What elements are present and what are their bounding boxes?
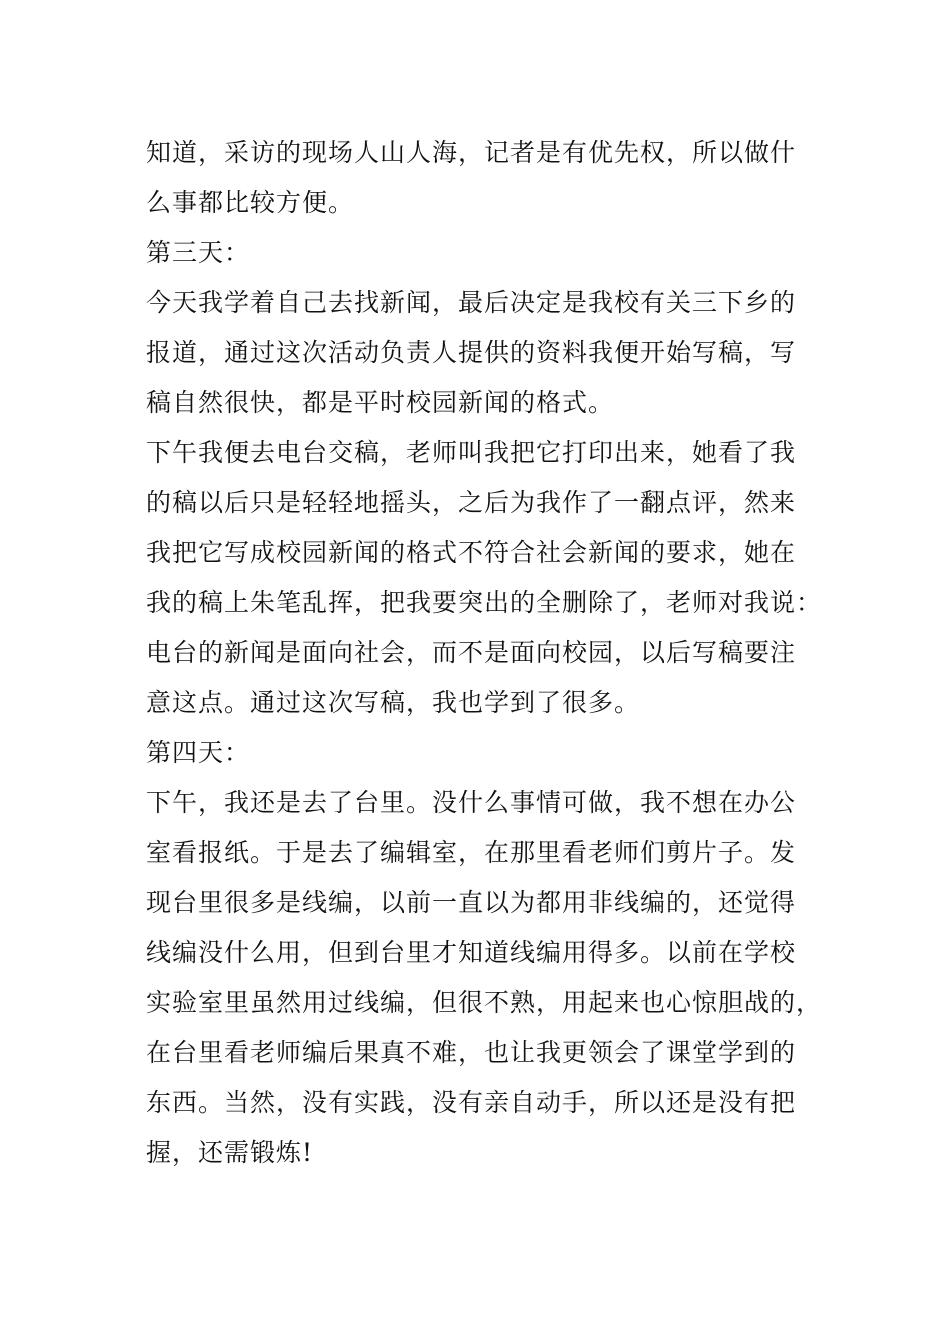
text-line: 我的稿上朱笔乱挥，把我要突出的全删除了，老师对我说： xyxy=(146,588,823,617)
text-line: 室看报纸。于是去了编辑室，在那里看老师们剪片子。发 xyxy=(146,838,797,867)
text-line: 下午，我还是去了台里。没什么事情可做，我不想在办公 xyxy=(146,788,797,817)
text-line: 线编没什么用，但到台里才知道线编用得多。以前在学校 xyxy=(146,938,797,967)
text-line: 实验室里虽然用过线编，但很不熟，用起来也心惊胆战的， xyxy=(146,988,823,1017)
text-line: 报道，通过这次活动负责人提供的资料我便开始写稿，写 xyxy=(146,338,797,367)
text-line: 在台里看老师编后果真不难，也让我更领会了课堂学到的 xyxy=(146,1038,797,1067)
text-line: 稿自然很快，都是平时校园新闻的格式。 xyxy=(146,388,615,417)
text-line: 意这点。通过这次写稿，我也学到了很多。 xyxy=(146,688,641,717)
text-line: 握，还需锻炼! xyxy=(146,1138,314,1167)
text-line: 知道，采访的现场人山人海，记者是有优先权，所以做什 xyxy=(146,138,797,167)
text-line: 下午我便去电台交稿，老师叫我把它打印出来，她看了我 xyxy=(146,438,797,467)
text-line: 我把它写成校园新闻的格式不符合社会新闻的要求，她在 xyxy=(146,538,797,567)
text-line: 现台里很多是线编，以前一直以为都用非线编的，还觉得 xyxy=(146,888,797,917)
document-body xyxy=(146,128,823,1178)
section-heading-day-four: 第四天： xyxy=(146,738,251,767)
text-line: 东西。当然，没有实践，没有亲自动手，所以还是没有把 xyxy=(146,1088,797,1117)
text-line: 么事都比较方便。 xyxy=(146,188,355,217)
section-heading-day-three: 第三天： xyxy=(146,238,251,267)
text-line: 今天我学着自己去找新闻，最后决定是我校有关三下乡的 xyxy=(146,288,797,317)
text-line: 电台的新闻是面向社会，而不是面向校园，以后写稿要注 xyxy=(146,638,797,667)
text-line: 的稿以后只是轻轻地摇头，之后为我作了一翻点评，然来 xyxy=(146,488,797,517)
